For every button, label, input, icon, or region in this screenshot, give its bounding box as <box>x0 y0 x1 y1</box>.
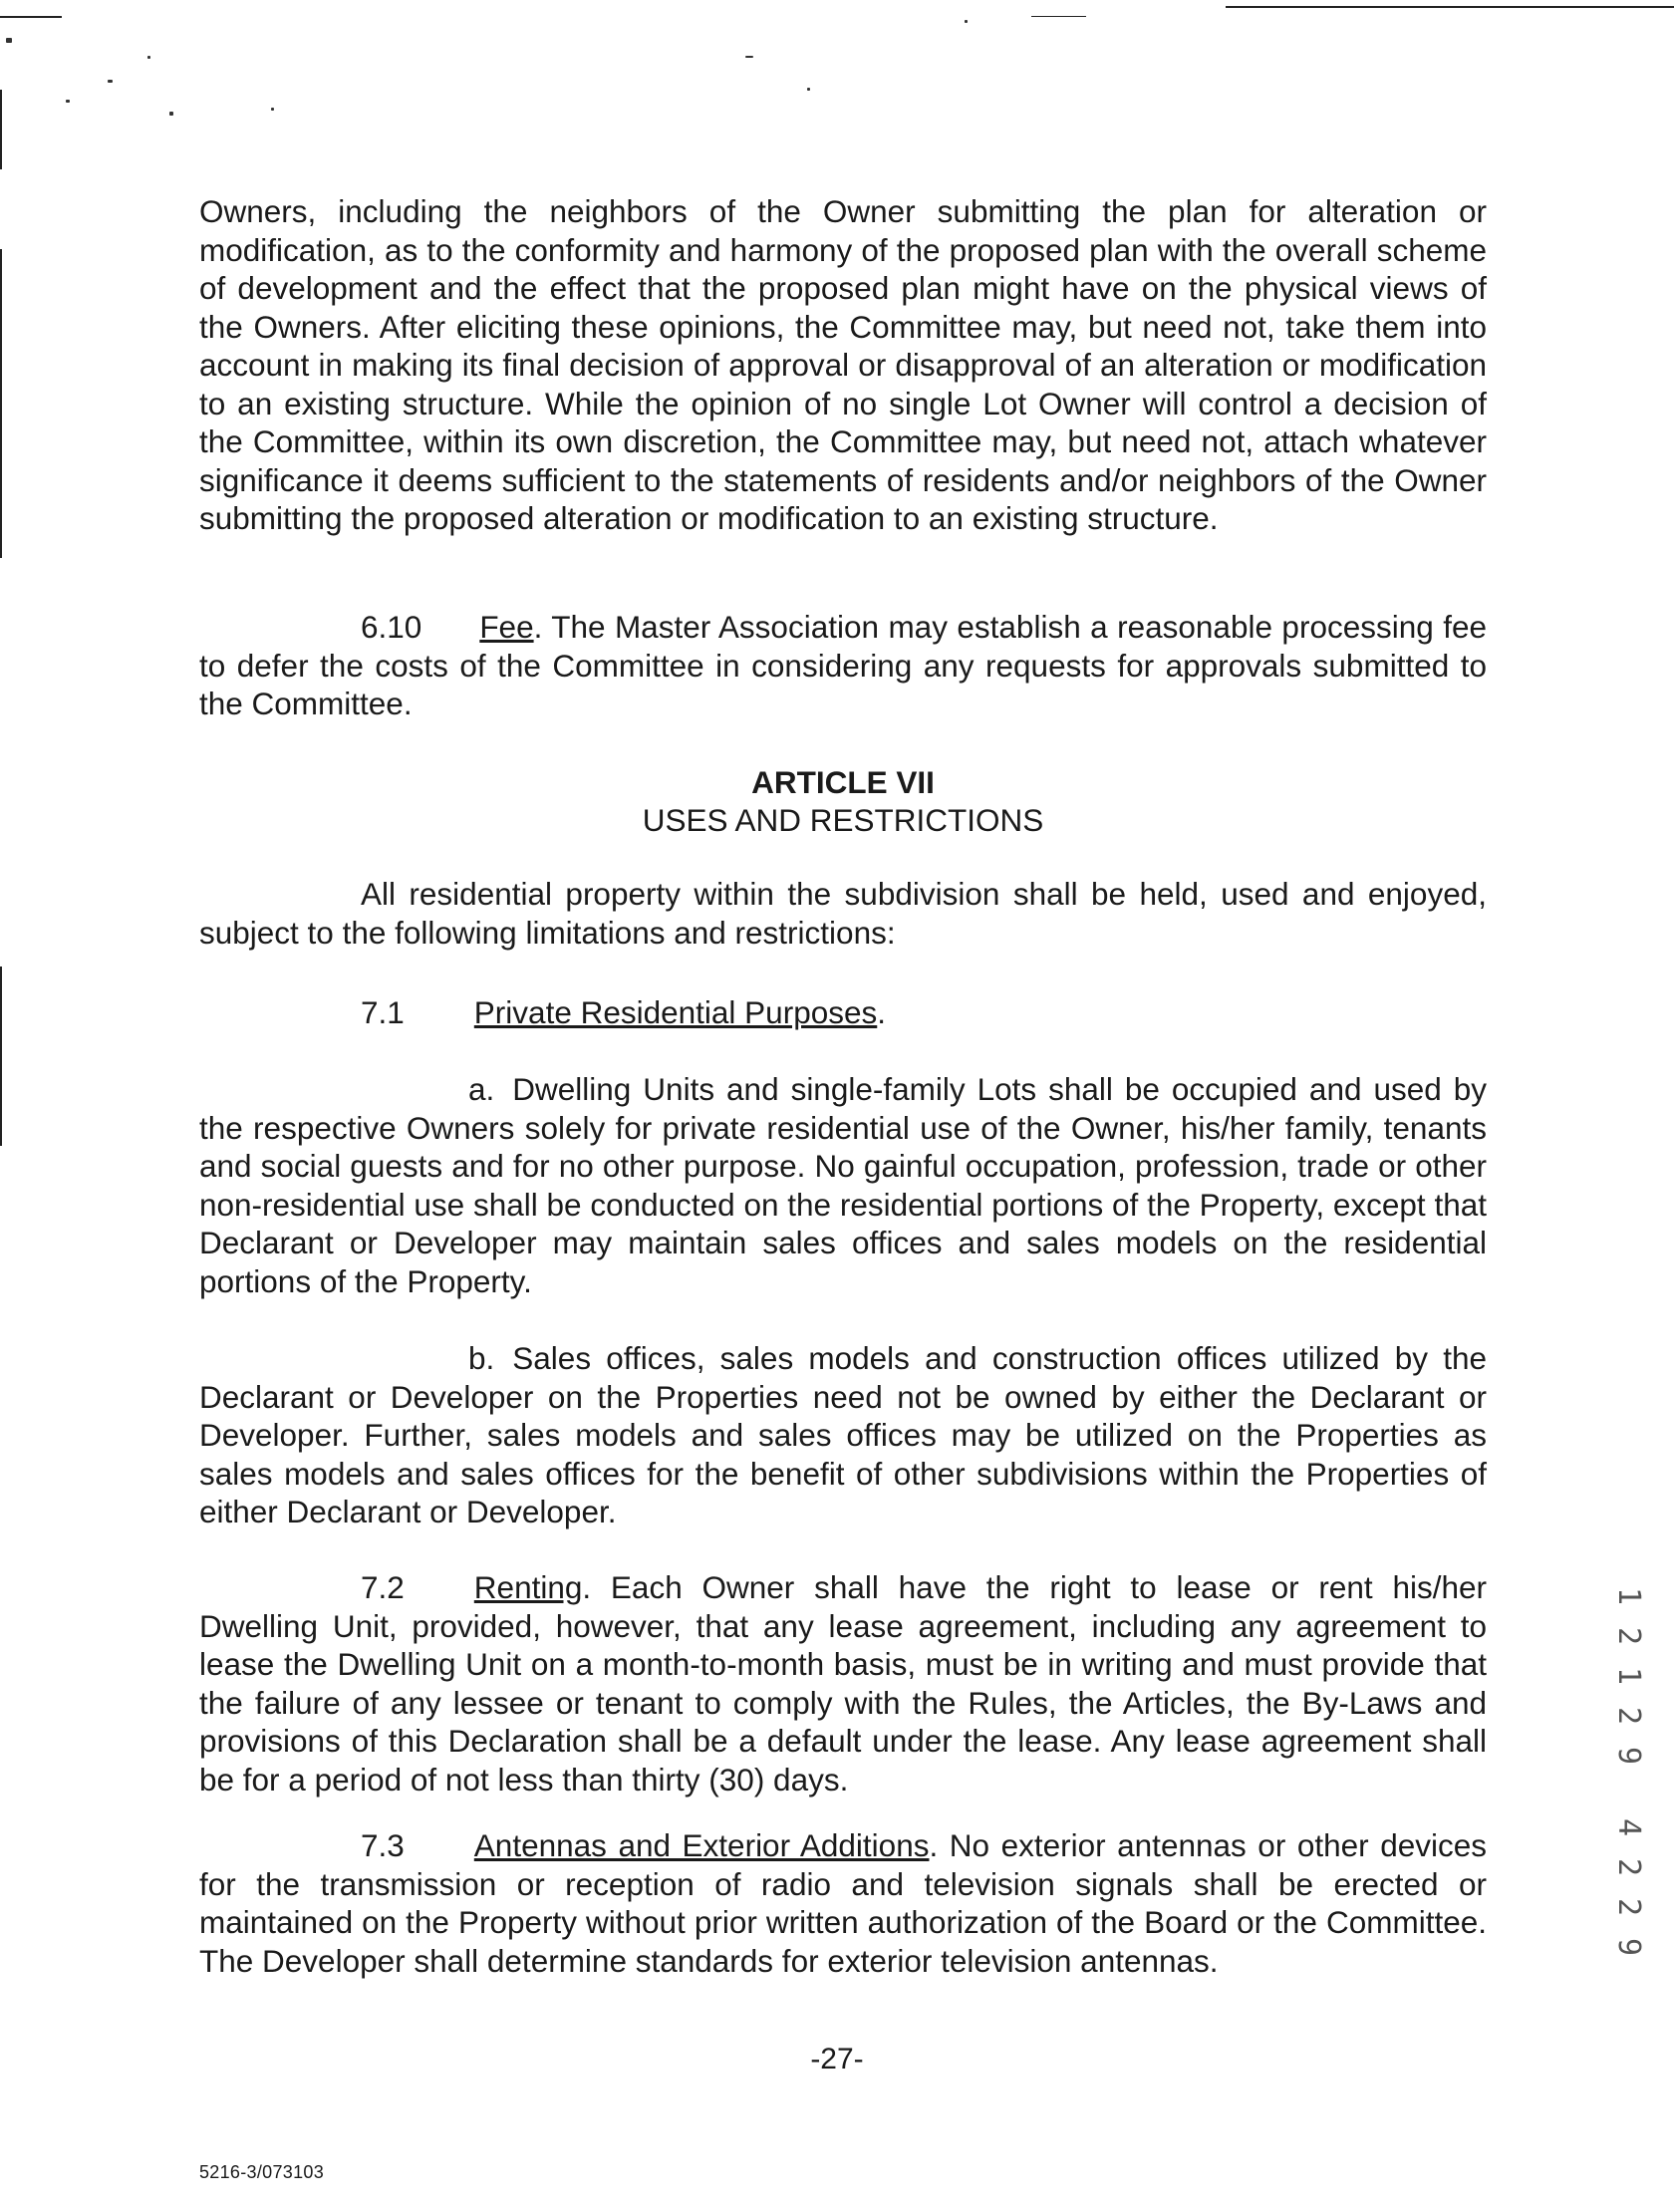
stamp-char: 9 <box>1611 1746 1646 1766</box>
subsection-b-label: b. <box>468 1340 495 1376</box>
section-7-1-title: Private Residential Purposes <box>473 994 878 1030</box>
section-7-3-number: 7.3 <box>361 1827 405 1863</box>
paragraph-continuation: Owners, including the neighbors of the Owner submitting the plan for alteration or modification, as to the conformity and harmony of the proposed plan with the overall scheme of development and the effect that the proposed plan might have on the physical views of the Owners. After eliciting these opinions, the Committee may, but need not, take them into account in making its final decision of approval or disapproval of an alteration or modification to an existing structure. While the opinion of no single Lot Owner will control a decision of the Committee, within its own discretion, the Committee may, but need not, attach whatever significance it deems sufficient to the statements of residents and/or neighbors of the Owner submitting the proposed alteration or modification to an existing structure. <box>199 193 1487 536</box>
section-6-10 <box>199 608 1487 723</box>
scan-speck <box>965 20 968 23</box>
scan-speck <box>108 80 113 83</box>
article-title: ARTICLE VII <box>751 764 935 800</box>
scan-speck <box>807 88 810 91</box>
scan-speck <box>6 38 12 43</box>
section-7-2-text: . Each Owner shall have the right to lease or rent his/her Dwelling Unit, provided, however, that any lease agreement, including any agreement to lease the Dwelling Unit on a month-to-month basis, must be in writing and must provide that the failure of any lessee or tenant to comply with the Rules, the Articles, the By-Laws and provisions of this Declaration shall be a default under the lease. Any lease agreement shall be for a period of not less than thirty (30) days. <box>199 1569 1487 1797</box>
subsection-b-text: Sales offices, sales models and construction offices utilized by the Declarant or Developer on the Properties need not be owned by either the Declarant or Developer. Further, sales models and sales offices may be utilized on the Properties as sales models and sales offices for the benefit of other subdivisions within the Properties of either Declarant or Developer. <box>199 1340 1487 1529</box>
scan-artifact-left-edge-3 <box>0 967 2 1146</box>
stamp-char: 2 <box>1611 1897 1646 1917</box>
section-7-1-number: 7.1 <box>361 994 405 1030</box>
scan-speck <box>271 108 274 111</box>
stamp-char: 4 <box>1611 1817 1646 1837</box>
scan-artifact-top-right <box>1226 6 1674 8</box>
scan-artifact-top-left <box>0 16 62 18</box>
section-7-2-number: 7.2 <box>361 1569 405 1605</box>
stamp-char: 1 <box>1611 1666 1646 1686</box>
scan-artifact-left-edge <box>0 90 2 169</box>
section-7-3-title: Antennas and Exterior Additions <box>473 1827 930 1863</box>
section-7-1-end: . <box>877 994 887 1030</box>
stamp-char: 2 <box>1611 1706 1646 1726</box>
stamp-char: 2 <box>1611 1857 1646 1877</box>
subsection-a-text: Dwelling Units and single-family Lots shall be occupied and used by the respective Owners solely for private residential use of the Owner, his/her family, tenants and social guests and for no other purpose. No gainful occupation, profession, trade or other non-residential use shall be conducted on the residential portions of the Property, except that Declarant or Developer may maintain sales offices and sales models on the residential portions of the Property. <box>199 1071 1487 1299</box>
section-7-1-heading <box>361 993 886 1031</box>
page-number: -27- <box>810 2043 864 2075</box>
scan-speck <box>745 56 753 58</box>
section-7-3 <box>199 1826 1487 1980</box>
scan-artifact-left-edge-2 <box>0 249 2 558</box>
section-6-10-text: . The Master Association may establish a reasonable processing fee to defer the costs of the Committee in considering any requests for approvals submitted to the Committee. <box>199 609 1487 721</box>
scan-speck <box>66 100 70 103</box>
section-6-10-number: 6.10 <box>361 609 422 645</box>
subsection-a-label: a. <box>468 1071 495 1107</box>
section-7-2 <box>199 1568 1487 1798</box>
stamp-char: 9 <box>1611 1937 1646 1957</box>
document-code: 5216-3/073103 <box>199 2162 325 2182</box>
margin-record-stamp <box>1606 1576 1650 1967</box>
scan-artifact-top-mid <box>1031 16 1086 17</box>
article-subtitle: USES AND RESTRICTIONS <box>642 802 1044 838</box>
section-7-1-a <box>199 1070 1487 1300</box>
article-intro-text: All residential property within the subdivision shall be held, used and enjoyed, subject to the following limitations and restrictions: <box>199 876 1487 951</box>
section-7-3-text: . No exterior antennas or other devices for the transmission or reception of radio and television signals shall be erected or maintained on the Property without prior written authorization of the Board or the Committee. The Developer shall determine standards for exterior television antennas. <box>199 1827 1487 1979</box>
stamp-char: 2 <box>1611 1626 1646 1646</box>
section-7-1-b <box>199 1339 1487 1531</box>
article-intro <box>199 875 1487 952</box>
section-7-2-title: Renting <box>473 1569 583 1605</box>
article-heading <box>199 763 1487 839</box>
stamp-char: 1 <box>1611 1586 1646 1606</box>
scan-speck <box>147 56 150 59</box>
scan-speck <box>169 112 173 116</box>
section-6-10-title: Fee <box>479 609 534 645</box>
